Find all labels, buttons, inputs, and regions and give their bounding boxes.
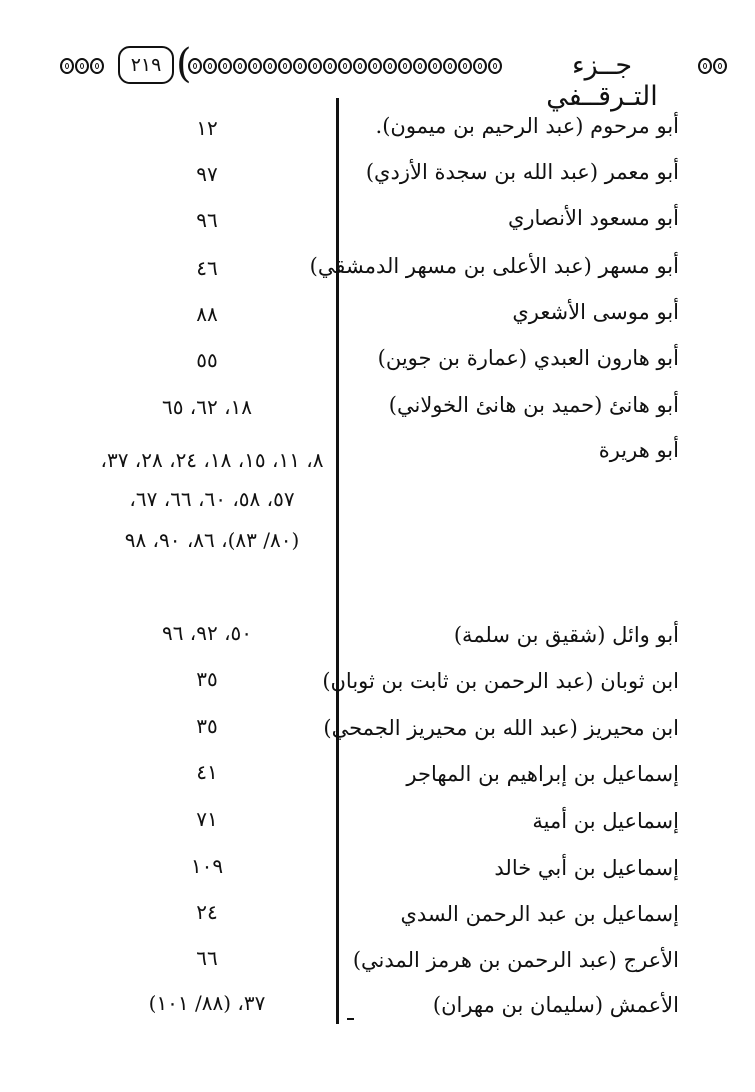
ornament-right xyxy=(698,52,740,80)
entry-refs: ٥٠، ٩٢، ٩٦ xyxy=(161,621,253,645)
entry-name: إسماعيل بن عبد الرحمن السدي xyxy=(400,902,679,926)
page-number: ٢١٩ xyxy=(118,46,174,84)
entry-name: إسماعيل بن أمية xyxy=(532,809,679,833)
ornament-left xyxy=(60,52,114,80)
entry-name: أبو موسى الأشعري xyxy=(512,300,679,324)
entry-refs: ٣٥ xyxy=(196,714,218,738)
entry-name: أبو هريرة xyxy=(598,438,679,462)
entry-refs: ٣٥ xyxy=(196,667,218,691)
entry-name: أبو معمر (عبد الله بن سجدة الأزدي) xyxy=(365,160,679,184)
entry-name: أبو مسعود الأنصاري xyxy=(507,206,679,230)
entry-name: أبو مسهر (عبد الأعلى بن مسهر الدمشقي) xyxy=(309,254,679,278)
entry-refs: ٩٦ xyxy=(196,208,218,232)
entry-name: أبو وائل (شقيق بن سلمة) xyxy=(453,623,679,647)
divider-tick xyxy=(347,1018,354,1020)
book-title: جــزء التـرقــفي xyxy=(546,50,658,112)
entry-refs: ٤٦ xyxy=(196,256,218,280)
ornamental-bracket: ( xyxy=(176,41,192,87)
entry-refs: ٤١ xyxy=(196,760,218,784)
entry-refs: ٥٧، ٥٨، ٦٠، ٦٦، ٦٧، xyxy=(129,487,295,511)
entry-refs: ٥٥ xyxy=(196,348,218,372)
entry-name: ابن ثوبان (عبد الرحمن بن ثابت بن ثوبان) xyxy=(322,669,679,693)
entry-name: أبو هارون العبدي (عمارة بن جوين) xyxy=(377,346,679,370)
entry-refs: ١٠٩ xyxy=(190,854,224,878)
entry-name: ابن محيريز (عبد الله بن محيريز الجمحي) xyxy=(323,716,679,740)
entry-refs: ٩٧ xyxy=(196,162,218,186)
entry-name: أبو هانئ (حميد بن هانئ الخولاني) xyxy=(388,393,679,417)
column-divider xyxy=(336,98,339,1024)
page-header xyxy=(60,40,740,112)
entry-refs: ١٢ xyxy=(196,116,218,140)
entry-refs: (٨٠/ ٨٣)، ٨٦، ٩٠، ٩٨ xyxy=(124,528,300,552)
entry-refs: ٧١ xyxy=(196,807,218,831)
entry-refs: ٣٧، (٨٨/ ١٠١) xyxy=(148,991,266,1015)
entry-refs: ٨٨ xyxy=(196,302,218,326)
entry-name: إسماعيل بن أبي خالد xyxy=(494,856,679,880)
entry-name: الأعمش (سليمان بن مهران) xyxy=(432,993,679,1017)
ornament-middle xyxy=(188,52,508,80)
entry-name: أبو مرحوم (عبد الرحيم بن ميمون). xyxy=(375,114,679,138)
entry-name: الأعرج (عبد الرحمن بن هرمز المدني) xyxy=(352,948,679,972)
entry-refs: ٦٦ xyxy=(196,946,218,970)
entry-name: إسماعيل بن إبراهيم بن المهاجر xyxy=(406,762,679,786)
entry-refs: ٨، ١١، ١٥، ١٨، ٢٤، ٢٨، ٣٧، xyxy=(100,448,324,472)
entry-refs: ٢٤ xyxy=(196,900,218,924)
entry-refs: ١٨، ٦٢، ٦٥ xyxy=(161,395,253,419)
